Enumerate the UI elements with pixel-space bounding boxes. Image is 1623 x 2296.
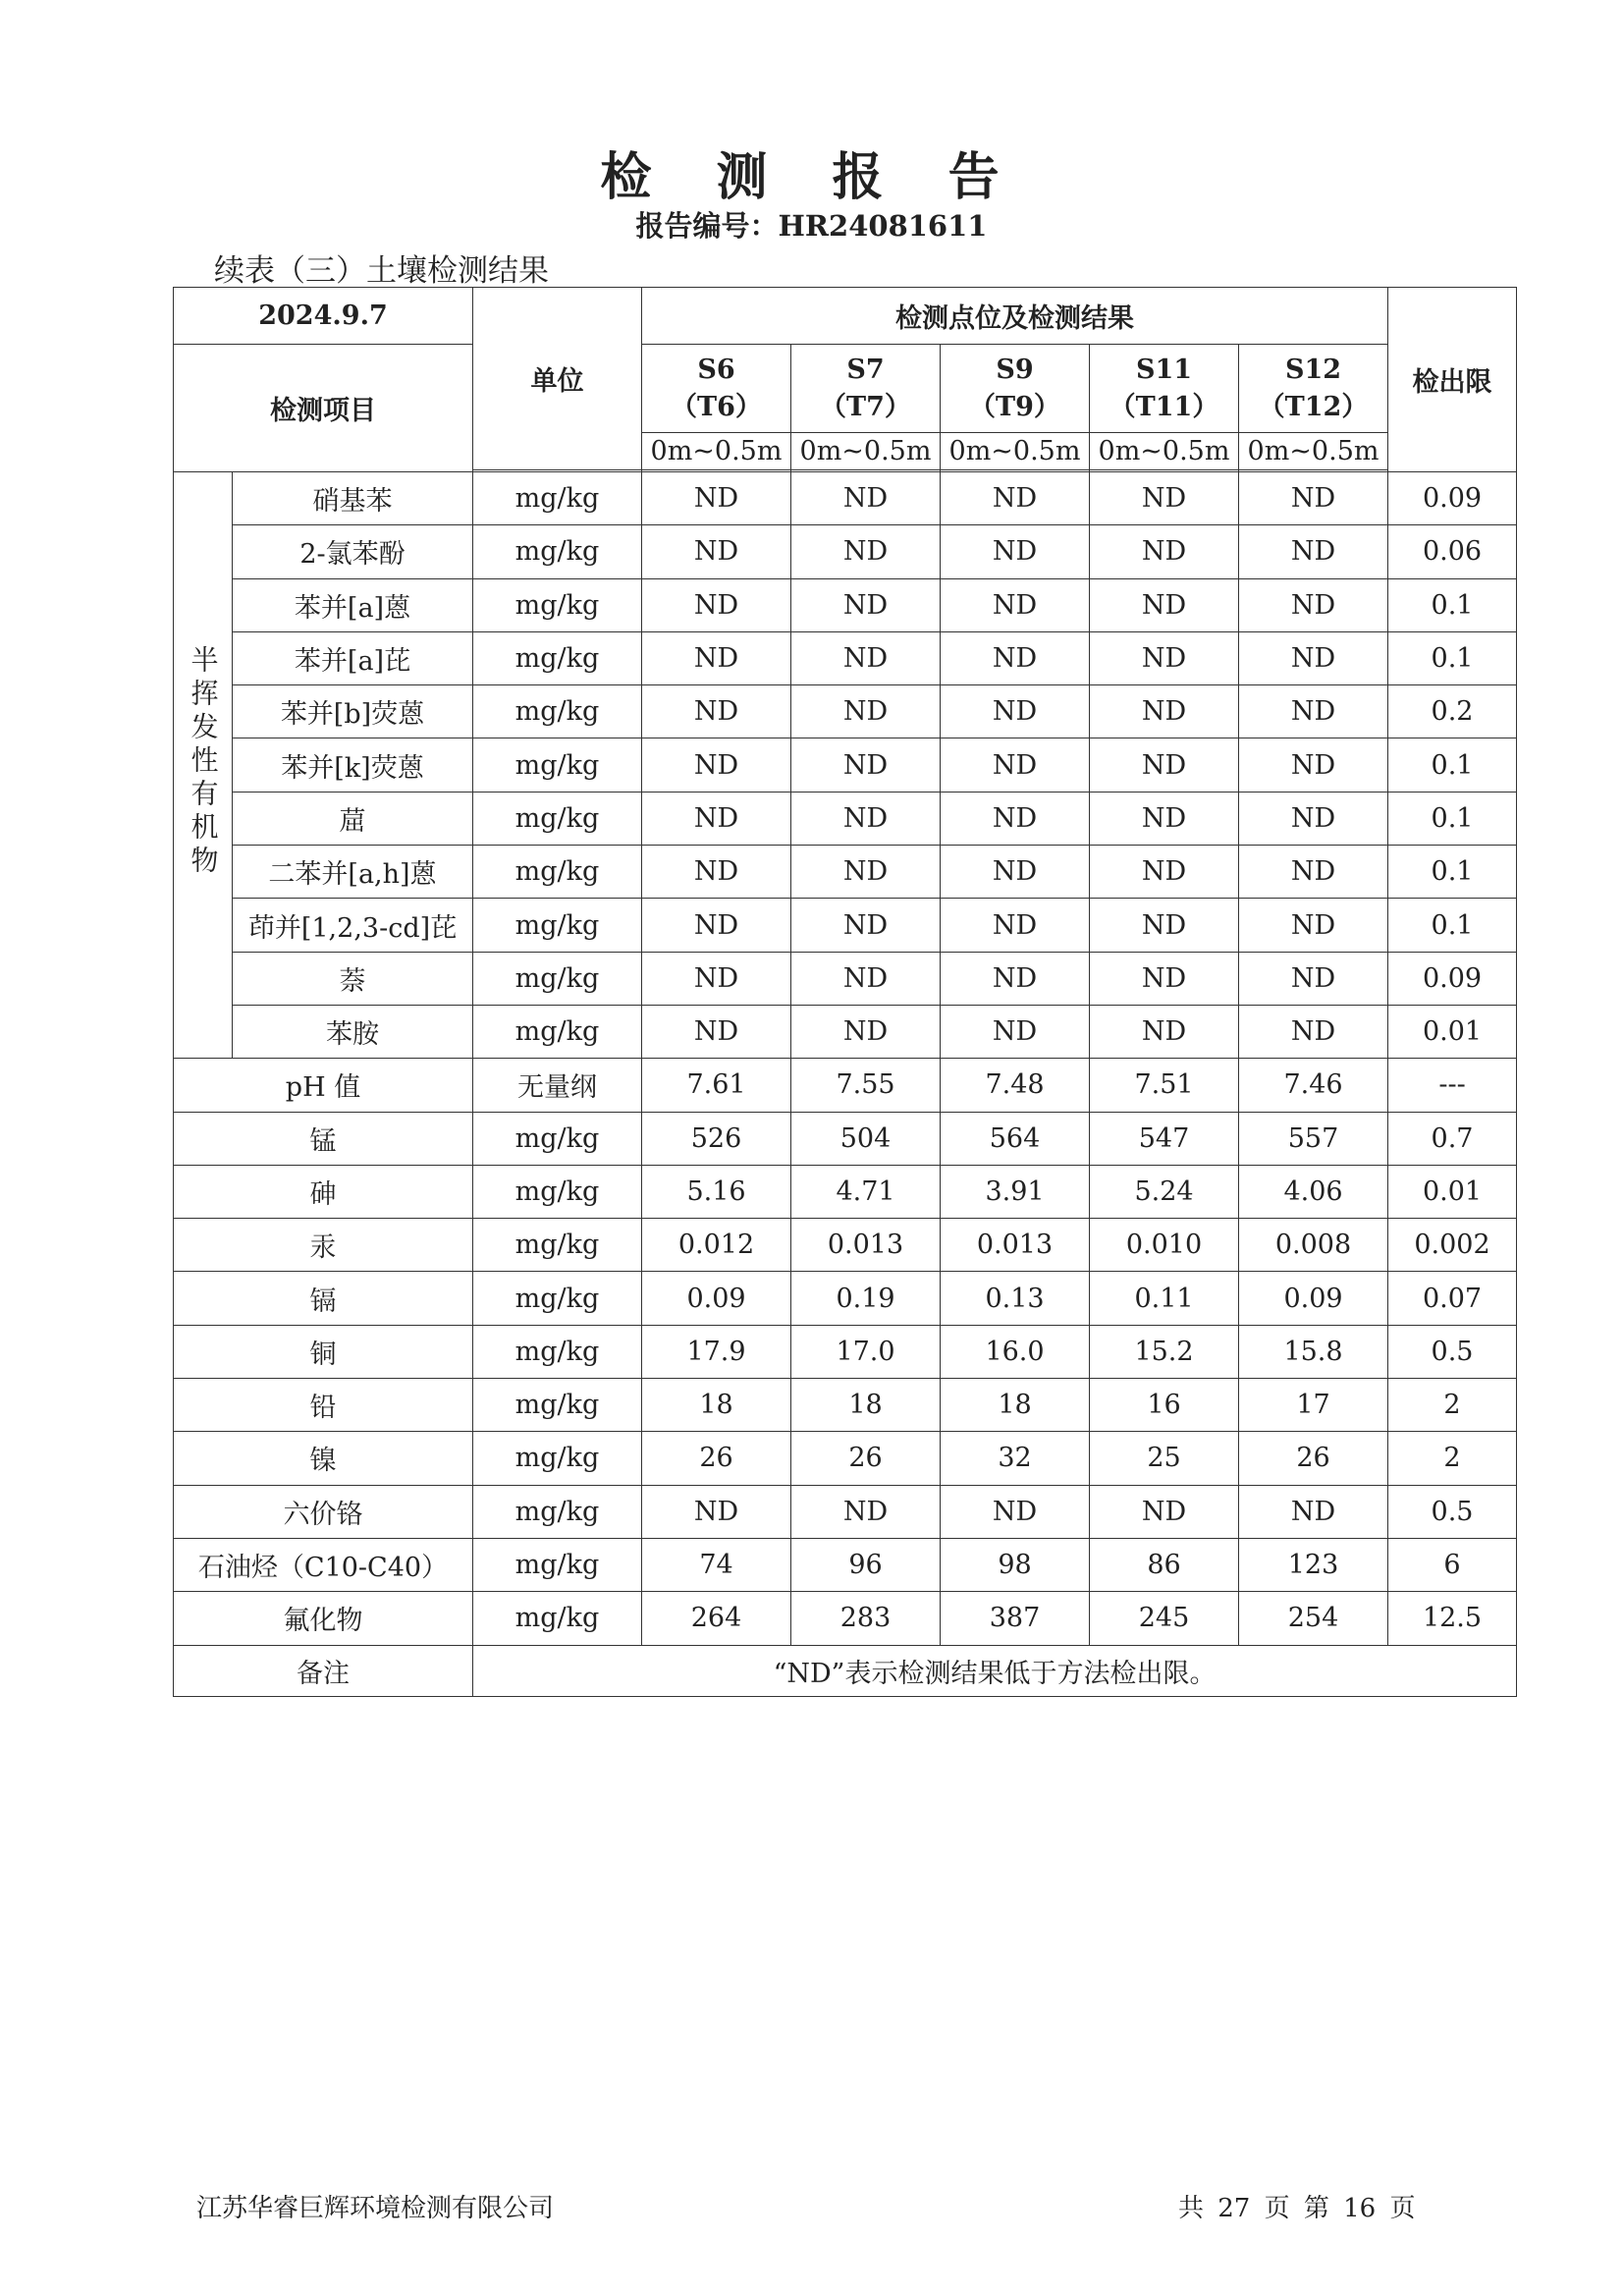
value-cell: ND xyxy=(941,952,1090,1005)
value-cell: ND xyxy=(941,685,1090,738)
value-cell: ND xyxy=(1239,1005,1388,1058)
unit-cell: mg/kg xyxy=(473,1432,642,1485)
depth-cell: 0m~0.5m xyxy=(642,433,791,470)
value-cell: 86 xyxy=(1090,1538,1239,1591)
value-cell: ND xyxy=(1090,1485,1239,1538)
table-row xyxy=(174,1485,1517,1538)
value-cell: ND xyxy=(1239,1485,1388,1538)
item-name: 苯并[b]荧蒽 xyxy=(233,685,473,738)
value-cell: ND xyxy=(791,899,941,952)
value-cell: ND xyxy=(1239,738,1388,792)
note-text: “ND”表示检测结果低于方法检出限。 xyxy=(473,1645,1517,1696)
limit-cell: 6 xyxy=(1388,1538,1517,1591)
value-cell: ND xyxy=(791,792,941,845)
table-row xyxy=(174,952,1517,1005)
unit-cell: mg/kg xyxy=(473,1005,642,1058)
unit-cell: mg/kg xyxy=(473,1485,642,1538)
unit-cell: mg/kg xyxy=(473,1112,642,1165)
table-row xyxy=(174,846,1517,899)
value-cell: 7.51 xyxy=(1090,1059,1239,1112)
value-cell: 254 xyxy=(1239,1592,1388,1645)
value-cell: 18 xyxy=(642,1379,791,1432)
value-cell: 32 xyxy=(941,1432,1090,1485)
item-name: 苯胺 xyxy=(233,1005,473,1058)
depth-cell: 0m~0.5m xyxy=(1090,433,1239,470)
table-row xyxy=(174,472,1517,525)
header-row xyxy=(174,345,1517,433)
value-cell: 25 xyxy=(1090,1432,1239,1485)
group-label xyxy=(174,472,233,1059)
value-cell: ND xyxy=(1239,846,1388,899)
value-cell: 0.09 xyxy=(642,1272,791,1325)
item-name: 苯并[k]荧蒽 xyxy=(233,738,473,792)
value-cell: ND xyxy=(1239,578,1388,631)
value-cell: 547 xyxy=(1090,1112,1239,1165)
item-name: 镍 xyxy=(174,1432,473,1485)
table-row xyxy=(174,631,1517,684)
value-cell: 16 xyxy=(1090,1379,1239,1432)
table-row xyxy=(174,525,1517,578)
note-label: 备注 xyxy=(174,1645,473,1696)
table-row xyxy=(174,1005,1517,1058)
depth-cell: 0m~0.5m xyxy=(1239,433,1388,470)
unit-cell: mg/kg xyxy=(473,685,642,738)
table-body xyxy=(174,288,1517,1697)
value-cell: ND xyxy=(1090,792,1239,845)
item-name: 六价铬 xyxy=(174,1485,473,1538)
limit-cell: 0.7 xyxy=(1388,1112,1517,1165)
value-cell: ND xyxy=(1090,631,1239,684)
value-cell: ND xyxy=(941,1005,1090,1058)
value-cell: ND xyxy=(642,578,791,631)
value-cell: 0.11 xyxy=(1090,1272,1239,1325)
limit-cell: 0.5 xyxy=(1388,1325,1517,1378)
value-cell: ND xyxy=(1090,738,1239,792)
unit-cell: mg/kg xyxy=(473,1272,642,1325)
value-cell: ND xyxy=(1090,525,1239,578)
value-cell: 3.91 xyxy=(941,1165,1090,1218)
limit-cell: 2 xyxy=(1388,1432,1517,1485)
value-cell: ND xyxy=(1090,899,1239,952)
point-subcode: （T12） xyxy=(1258,391,1369,422)
value-cell: 26 xyxy=(1239,1432,1388,1485)
report-number: 报告编号：HR24081611 xyxy=(635,209,988,243)
point-code: S6 xyxy=(697,354,735,385)
limit-cell: 0.1 xyxy=(1388,792,1517,845)
results-header: 检测点位及检测结果 xyxy=(642,288,1388,345)
table-row xyxy=(174,1059,1517,1112)
value-cell: 26 xyxy=(791,1432,941,1485)
value-cell: ND xyxy=(642,525,791,578)
unit-cell: mg/kg xyxy=(473,738,642,792)
item-name: 二苯并[a,h]蒽 xyxy=(233,846,473,899)
item-name: 萘 xyxy=(233,952,473,1005)
unit-cell: mg/kg xyxy=(473,631,642,684)
item-name: 苯并[a]蒽 xyxy=(233,578,473,631)
item-name: 硝基苯 xyxy=(233,472,473,525)
value-cell: ND xyxy=(1090,846,1239,899)
unit-cell: mg/kg xyxy=(473,1325,642,1378)
table-subtitle: 续表（三）土壤检测结果 xyxy=(214,253,549,289)
unit-cell: mg/kg xyxy=(473,899,642,952)
value-cell: ND xyxy=(791,685,941,738)
value-cell: ND xyxy=(941,631,1090,684)
value-cell: 557 xyxy=(1239,1112,1388,1165)
value-cell: 4.71 xyxy=(791,1165,941,1218)
point-code: S9 xyxy=(996,354,1034,385)
value-cell: 7.48 xyxy=(941,1059,1090,1112)
unit-cell: mg/kg xyxy=(473,792,642,845)
value-cell: 15.8 xyxy=(1239,1325,1388,1378)
unit-cell: mg/kg xyxy=(473,1538,642,1591)
value-cell: ND xyxy=(791,738,941,792)
value-cell: 5.24 xyxy=(1090,1165,1239,1218)
value-cell: 26 xyxy=(642,1432,791,1485)
limit-cell: --- xyxy=(1388,1059,1517,1112)
limit-cell: 0.2 xyxy=(1388,685,1517,738)
point-header xyxy=(1239,345,1388,433)
value-cell: ND xyxy=(642,631,791,684)
value-cell: ND xyxy=(941,472,1090,525)
limit-cell: 0.1 xyxy=(1388,578,1517,631)
depth-cell: 0m~0.5m xyxy=(791,433,941,470)
value-cell: 123 xyxy=(1239,1538,1388,1591)
value-cell: 387 xyxy=(941,1592,1090,1645)
value-cell: ND xyxy=(1090,472,1239,525)
point-code: S11 xyxy=(1135,354,1193,385)
value-cell: ND xyxy=(1239,792,1388,845)
value-cell: ND xyxy=(642,899,791,952)
limit-cell: 0.01 xyxy=(1388,1165,1517,1218)
value-cell: 74 xyxy=(642,1538,791,1591)
limit-cell: 2 xyxy=(1388,1379,1517,1432)
value-cell: ND xyxy=(642,472,791,525)
unit-cell: mg/kg xyxy=(473,472,642,525)
limit-cell: 0.06 xyxy=(1388,525,1517,578)
point-code: S12 xyxy=(1284,354,1342,385)
value-cell: ND xyxy=(791,952,941,1005)
value-cell: 0.09 xyxy=(1239,1272,1388,1325)
item-name: 汞 xyxy=(174,1219,473,1272)
point-subcode: （T7） xyxy=(820,391,911,422)
table-row xyxy=(174,1219,1517,1272)
header-row xyxy=(174,288,1517,345)
value-cell: ND xyxy=(642,1005,791,1058)
value-cell: 16.0 xyxy=(941,1325,1090,1378)
item-name: 镉 xyxy=(174,1272,473,1325)
value-cell: ND xyxy=(1090,952,1239,1005)
unit-cell: mg/kg xyxy=(473,952,642,1005)
unit-cell: mg/kg xyxy=(473,1592,642,1645)
date-cell: 2024.9.7 xyxy=(174,288,473,345)
value-cell: ND xyxy=(791,472,941,525)
value-cell: 264 xyxy=(642,1592,791,1645)
value-cell: 18 xyxy=(941,1379,1090,1432)
point-header xyxy=(642,345,791,433)
item-name: 氟化物 xyxy=(174,1592,473,1645)
table-row xyxy=(174,578,1517,631)
value-cell: ND xyxy=(642,952,791,1005)
value-cell: ND xyxy=(1239,899,1388,952)
page-number: 共 27 页 第 16 页 xyxy=(1178,2194,1416,2223)
value-cell: ND xyxy=(941,846,1090,899)
value-cell: ND xyxy=(642,846,791,899)
value-cell: 504 xyxy=(791,1112,941,1165)
limit-cell: 0.07 xyxy=(1388,1272,1517,1325)
value-cell: ND xyxy=(1239,472,1388,525)
value-cell: 17 xyxy=(1239,1379,1388,1432)
value-cell: 283 xyxy=(791,1592,941,1645)
value-cell: ND xyxy=(642,685,791,738)
value-cell: 0.010 xyxy=(1090,1219,1239,1272)
note-row xyxy=(174,1645,1517,1696)
value-cell: ND xyxy=(941,525,1090,578)
value-cell: 7.55 xyxy=(791,1059,941,1112)
depth-cell: 0m~0.5m xyxy=(941,433,1090,470)
value-cell: 4.06 xyxy=(1239,1165,1388,1218)
item-name: 䓛 xyxy=(233,792,473,845)
table-row xyxy=(174,1272,1517,1325)
value-cell: ND xyxy=(791,846,941,899)
value-cell: ND xyxy=(1090,1005,1239,1058)
value-cell: 7.46 xyxy=(1239,1059,1388,1112)
limit-cell: 0.01 xyxy=(1388,1005,1517,1058)
value-cell: ND xyxy=(941,738,1090,792)
point-subcode: （T11） xyxy=(1109,391,1219,422)
value-cell: ND xyxy=(642,792,791,845)
company-name: 江苏华睿巨辉环境检测有限公司 xyxy=(196,2194,555,2223)
limit-cell: 0.1 xyxy=(1388,899,1517,952)
value-cell: ND xyxy=(791,1485,941,1538)
item-name: 石油烃（C10-C40） xyxy=(174,1538,473,1591)
limit-cell: 0.1 xyxy=(1388,846,1517,899)
value-cell: ND xyxy=(791,525,941,578)
value-cell: 98 xyxy=(941,1538,1090,1591)
value-cell: ND xyxy=(1239,952,1388,1005)
table-row xyxy=(174,1379,1517,1432)
item-name: 苯并[a]芘 xyxy=(233,631,473,684)
unit-cell: 无量纲 xyxy=(473,1059,642,1112)
unit-cell: mg/kg xyxy=(473,578,642,631)
limit-cell: 12.5 xyxy=(1388,1592,1517,1645)
value-cell: ND xyxy=(1239,631,1388,684)
table-row xyxy=(174,792,1517,845)
table-row xyxy=(174,738,1517,792)
limit-cell: 0.5 xyxy=(1388,1485,1517,1538)
value-cell: 18 xyxy=(791,1379,941,1432)
table-row xyxy=(174,1165,1517,1218)
value-cell: ND xyxy=(642,1485,791,1538)
soil-results-table xyxy=(173,287,1517,1697)
value-cell: 17.0 xyxy=(791,1325,941,1378)
value-cell: ND xyxy=(1239,685,1388,738)
value-cell: ND xyxy=(642,738,791,792)
value-cell: 5.16 xyxy=(642,1165,791,1218)
value-cell: ND xyxy=(1090,578,1239,631)
table-row xyxy=(174,1432,1517,1485)
value-cell: 0.013 xyxy=(941,1219,1090,1272)
value-cell: ND xyxy=(791,578,941,631)
value-cell: 0.008 xyxy=(1239,1219,1388,1272)
unit-cell: mg/kg xyxy=(473,1379,642,1432)
table-row xyxy=(174,1112,1517,1165)
value-cell: 245 xyxy=(1090,1592,1239,1645)
unit-header: 单位 xyxy=(473,288,642,470)
document-title: 检 测 报 告 xyxy=(600,147,1023,207)
limit-cell: 0.1 xyxy=(1388,631,1517,684)
point-header xyxy=(941,345,1090,433)
value-cell: 0.13 xyxy=(941,1272,1090,1325)
value-cell: 0.19 xyxy=(791,1272,941,1325)
table-row xyxy=(174,685,1517,738)
value-cell: 15.2 xyxy=(1090,1325,1239,1378)
unit-cell: mg/kg xyxy=(473,846,642,899)
group-label-text: 半挥发性有机物 xyxy=(187,644,220,879)
value-cell: ND xyxy=(941,792,1090,845)
limit-cell: 0.09 xyxy=(1388,952,1517,1005)
limit-cell: 0.09 xyxy=(1388,472,1517,525)
unit-cell: mg/kg xyxy=(473,1219,642,1272)
unit-cell: mg/kg xyxy=(473,1165,642,1218)
value-cell: ND xyxy=(1239,525,1388,578)
limit-cell: 0.002 xyxy=(1388,1219,1517,1272)
unit-cell: mg/kg xyxy=(473,525,642,578)
value-cell: ND xyxy=(791,631,941,684)
item-name: 2-氯苯酚 xyxy=(233,525,473,578)
item-name: 铜 xyxy=(174,1325,473,1378)
item-name: pH 值 xyxy=(174,1059,473,1112)
point-header xyxy=(1090,345,1239,433)
value-cell: ND xyxy=(941,1485,1090,1538)
table-row xyxy=(174,899,1517,952)
item-header: 检测项目 xyxy=(174,345,473,472)
item-name: 砷 xyxy=(174,1165,473,1218)
item-name: 铅 xyxy=(174,1379,473,1432)
value-cell: 526 xyxy=(642,1112,791,1165)
point-code: S7 xyxy=(846,354,885,385)
table-row xyxy=(174,1538,1517,1591)
table-row xyxy=(174,1592,1517,1645)
value-cell: ND xyxy=(941,899,1090,952)
item-name: 锰 xyxy=(174,1112,473,1165)
limit-cell: 0.1 xyxy=(1388,738,1517,792)
point-header xyxy=(791,345,941,433)
limit-header: 检出限 xyxy=(1388,288,1517,472)
item-name: 茚并[1,2,3-cd]芘 xyxy=(233,899,473,952)
value-cell: 0.013 xyxy=(791,1219,941,1272)
value-cell: ND xyxy=(791,1005,941,1058)
value-cell: 564 xyxy=(941,1112,1090,1165)
value-cell: 96 xyxy=(791,1538,941,1591)
value-cell: ND xyxy=(1090,685,1239,738)
value-cell: ND xyxy=(941,578,1090,631)
point-subcode: （T6） xyxy=(671,391,762,422)
value-cell: 7.61 xyxy=(642,1059,791,1112)
point-subcode: （T9） xyxy=(969,391,1060,422)
value-cell: 0.012 xyxy=(642,1219,791,1272)
table-row xyxy=(174,1325,1517,1378)
value-cell: 17.9 xyxy=(642,1325,791,1378)
